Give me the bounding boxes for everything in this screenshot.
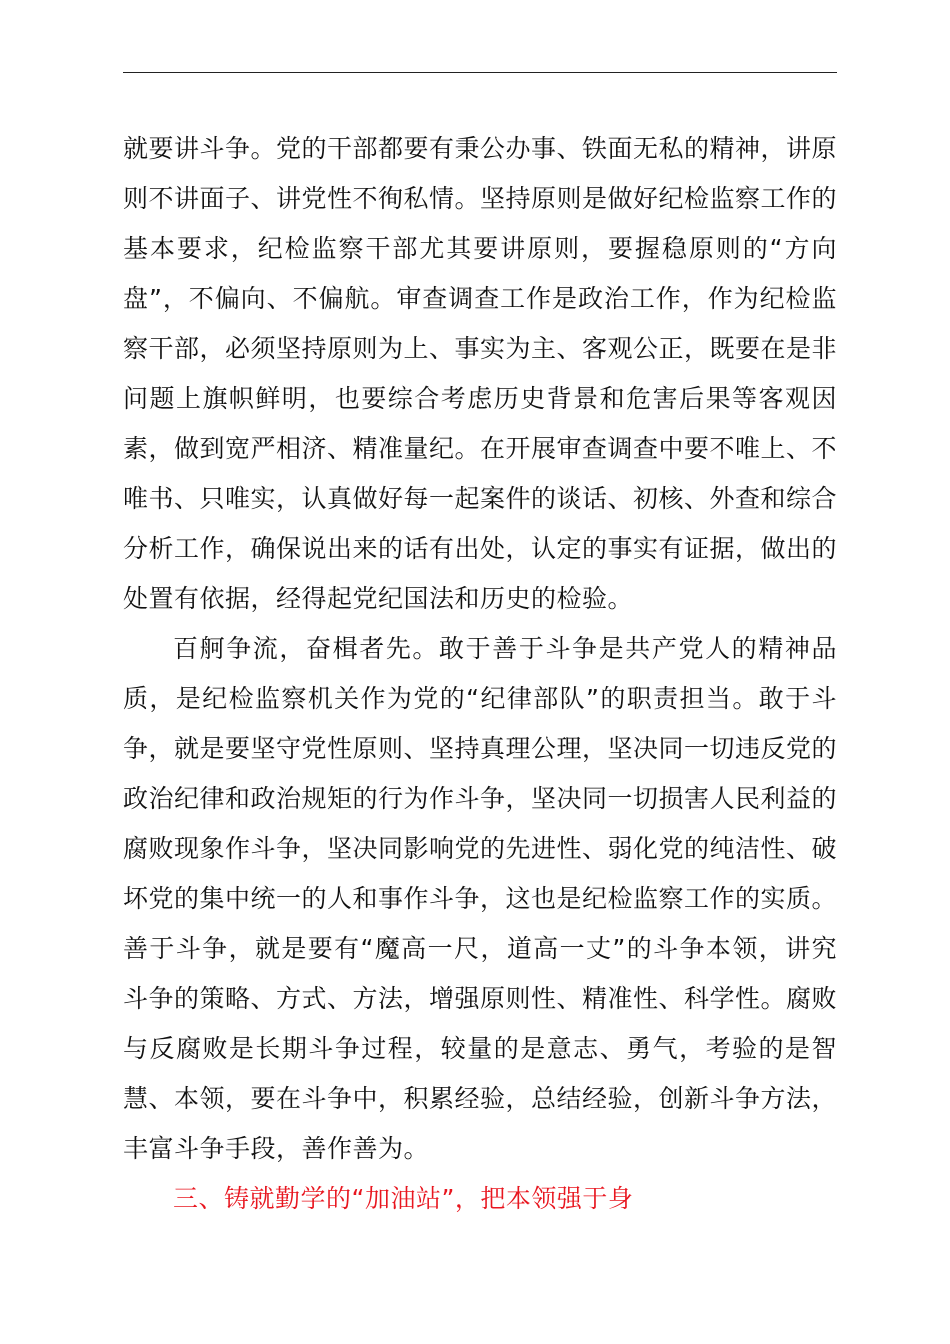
document-body [123, 124, 837, 1224]
paragraph-continuation: 就要讲斗争。党的干部都要有秉公办事、铁面无私的精神，讲原则不讲面子、讲党性不徇私情。坚持原则是做好纪检监察工作的基本要求，纪检监察干部尤其要讲原则，要握稳原则的“方向盘”，不偏向、不偏航。审查调查工作是政治工作，作为纪检监察干部，必须坚持原则为上、事实为主、客观公正，既要在是非问题上旗帜鲜明，也要综合考虑历史背景和危害后果等客观因素，做到宽严相济、精准量纪。在开展审查调查中要不唯上、不唯书、只唯实，认真做好每一起案件的谈话、初核、外查和综合分析工作，确保说出来的话有出处，认定的事实有证据，做出的处置有依据，经得起党纪国法和历史的检验。 [123, 134, 838, 613]
section-heading: 三、铸就勤学的“加油站”，把本领强于身 [173, 1184, 634, 1213]
paragraph-struggle: 百舸争流，奋楫者先。敢于善于斗争是共产党人的精神品质，是纪检监察机关作为党的“纪律部队”的职责担当。敢于斗争，就是要坚守党性原则、坚持真理公理，坚决同一切违反党的政治纪律和政治规矩的行为作斗争，坚决同一切损害人民利益的腐败现象作斗争，坚决同影响党的先进性、弱化党的纯洁性、破坏党的集中统一的人和事作斗争，这也是纪检监察工作的实质。善于斗争，就是要有“魔高一尺，道高一丈”的斗争本领，讲究斗争的策略、方式、方法，增强原则性、精准性、科学性。腐败与反腐败是长期斗争过程，较量的是意志、勇气，考验的是智慧、本领，要在斗争中，积累经验，总结经验，创新斗争方法，丰富斗争手段，善作善为。 [123, 634, 838, 1163]
header-rule [123, 72, 837, 73]
